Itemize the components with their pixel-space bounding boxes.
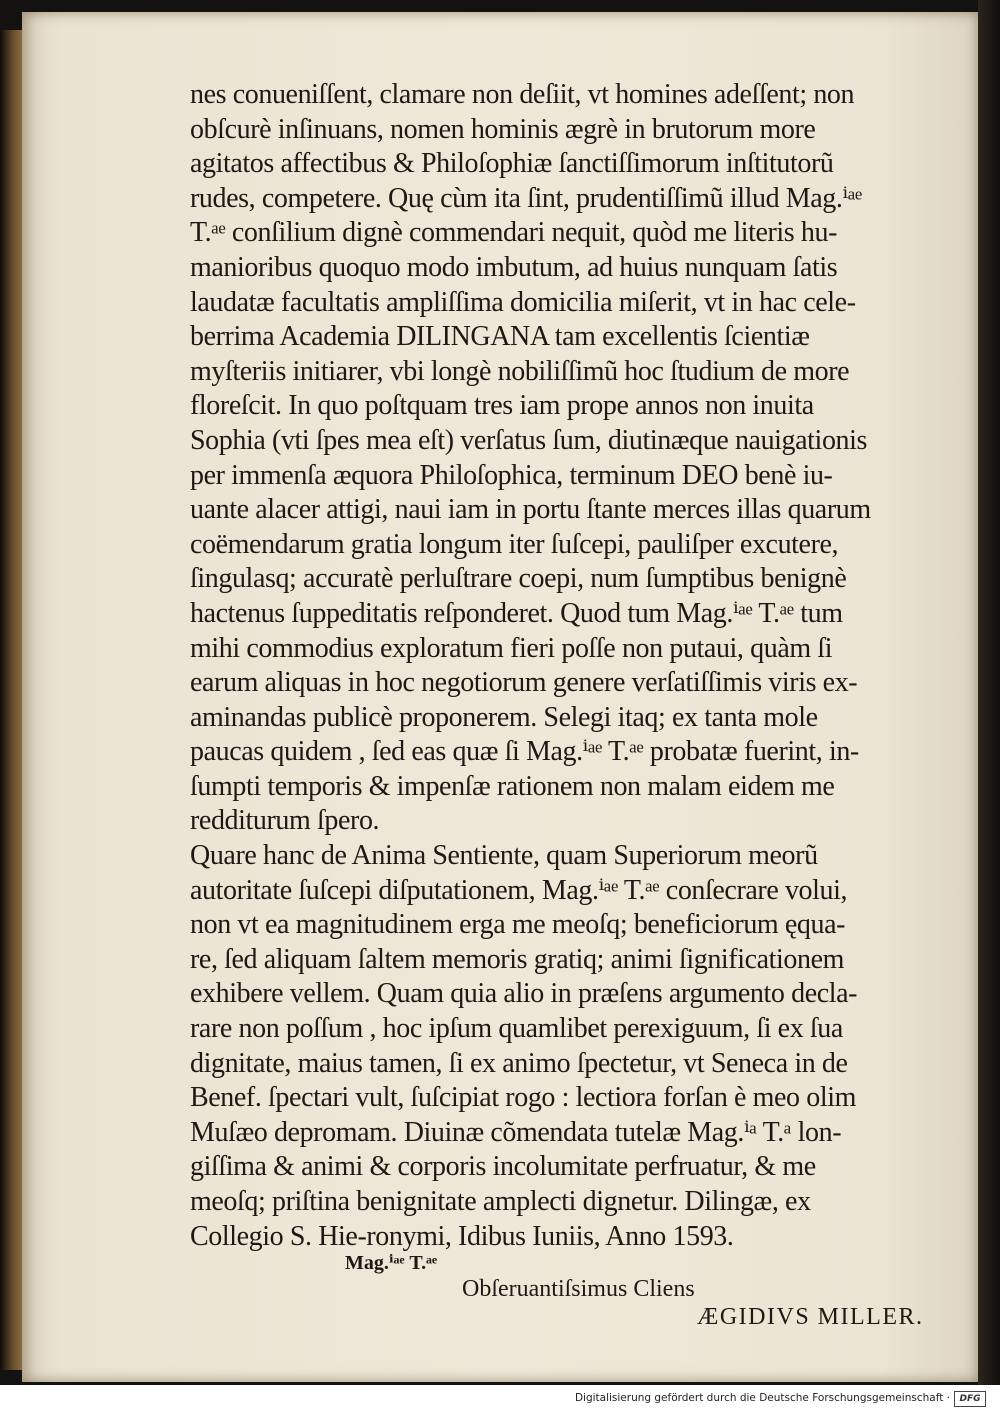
text-line: berrima Academia DILINGANA tam excellentis ſcientiæ	[190, 321, 810, 353]
signature-name: ÆGIDIVS MILLER.	[697, 1304, 924, 1330]
text-line: floreſcit. In quo poſtquam tres iam prope annos non inuita	[190, 390, 814, 422]
closing-salutation: Mag.ⁱᵃᵉ T.ᵃᵉ	[345, 1252, 438, 1274]
closing-observ: Obſeruantiſsimus Cliens	[462, 1276, 695, 1302]
text-line: hactenus ſuppeditatis reſponderet. Quod tum Mag.ⁱᵃᵉ T.ᵃᵉ tum	[190, 597, 843, 629]
text-line: exhibere vellem. Quam quia alio in præſens argumento decla-	[190, 978, 858, 1010]
text-line: earum aliquas in hoc negotiorum genere verſatiſſimis viris ex-	[190, 667, 858, 699]
binding-edge	[0, 30, 22, 1370]
page-right-edge	[978, 0, 1000, 1385]
text-line: Sophia (vti ſpes mea eſt) verſatus ſum, diutinæque nauigationis	[190, 424, 868, 456]
text-line: Benef. ſpectari vult, ſuſcipiat rogo : lectiora forſan è meo olim	[190, 1082, 856, 1114]
text-line: rare non poſſum , hoc ipſum quamlibet perexiguum, ſi ex ſua	[190, 1013, 843, 1045]
text-line: mihi commodius exploratum fieri poſſe non putaui, quàm ſi	[190, 632, 833, 664]
text-line: agitatos affectibus & Philoſophiæ ſanctiſſimorum inſtitutorũ	[190, 148, 834, 180]
text-line: Collegio S. Hie-ronymi, Idibus Iuniis, Anno 1593.	[190, 1220, 734, 1252]
text-line: ſumpti temporis & impenſæ rationem non malam eidem me	[190, 770, 835, 802]
text-line: obſcurè inſinuans, nomen hominis ægrè in brutorum more	[190, 113, 816, 145]
text-line: aminandas publicè proponerem. Selegi itaq; ex tanta mole	[190, 701, 818, 733]
text-line: uante alacer attigi, naui iam in portu ſtante merces illas quarum	[190, 494, 871, 526]
text-line: non vt ea magnitudinem erga me meoſq; beneficiorum ęqua-	[190, 909, 846, 941]
text-line: ſingulasq; accuratè perluſtrare coepi, num ſumptibus benignè	[190, 563, 847, 595]
text-line: rudes, competere. Quę cùm ita ſint, prudentiſſimũ illud Mag.ⁱᵃᵉ	[190, 182, 862, 214]
text-line: Quare hanc de Anima Sentiente, quam Superiorum meorũ	[190, 840, 818, 872]
text-line: manioribus quoquo modo imbutum, ad huius nunquam ſatis	[190, 251, 838, 283]
text-line: nes conueniſſent, clamare non deſiit, vt homines adeſſent; non	[190, 79, 855, 110]
text-line: dignitate, maius tamen, ſi ex animo ſpectetur, vt Seneca in de	[190, 1047, 848, 1079]
text-line: Muſæo depromam. Diuinæ cõmendata tutelæ Mag.ⁱᵃ T.ᵃ lon-	[190, 1116, 842, 1148]
text-line: coëmendarum gratia longum iter ſuſcepi, pauliſper excutere,	[190, 528, 839, 560]
text-line: re, ſed aliquam ſaltem memoris gratiq; animi ſignificationem	[190, 943, 845, 975]
text-line: meoſq; priſtina benignitate amplecti dignetur. Dilingæ, ex	[190, 1186, 811, 1217]
body-text	[190, 78, 970, 1254]
footer-credit: Digitalisierung gefördert durch die Deutsche Forschungsgemeinschaft ·	[574, 1392, 950, 1404]
text-line: per immenſa æquora Philoſophica, terminum DEO benè iu-	[190, 459, 833, 491]
dfg-logo: DFG	[954, 1391, 986, 1407]
text-line: laudatæ facultatis ampliſſima domicilia miſerit, vt in hac cele-	[190, 286, 856, 318]
text-line: giſſima & animi & corporis incolumitate perfruatur, & me	[190, 1151, 816, 1183]
text-line: redditurum ſpero.	[190, 805, 380, 837]
text-line: T.ᵃᵉ conſilium dignè commendari nequit, quòd me literis hu-	[190, 217, 838, 249]
footer-bar	[0, 1385, 1000, 1412]
text-line: myſteriis initiarer, vbi longè nobiliſſimũ hoc ſtudium de more	[190, 355, 850, 387]
text-line: autoritate ſuſcepi diſputationem, Mag.ⁱᵃᵉ T.ᵃᵉ conſecrare volui,	[190, 874, 848, 906]
text-line: paucas quidem , ſed eas quæ ſi Mag.ⁱᵃᵉ T.ᵃᵉ probatæ fuerint, in-	[190, 736, 859, 768]
